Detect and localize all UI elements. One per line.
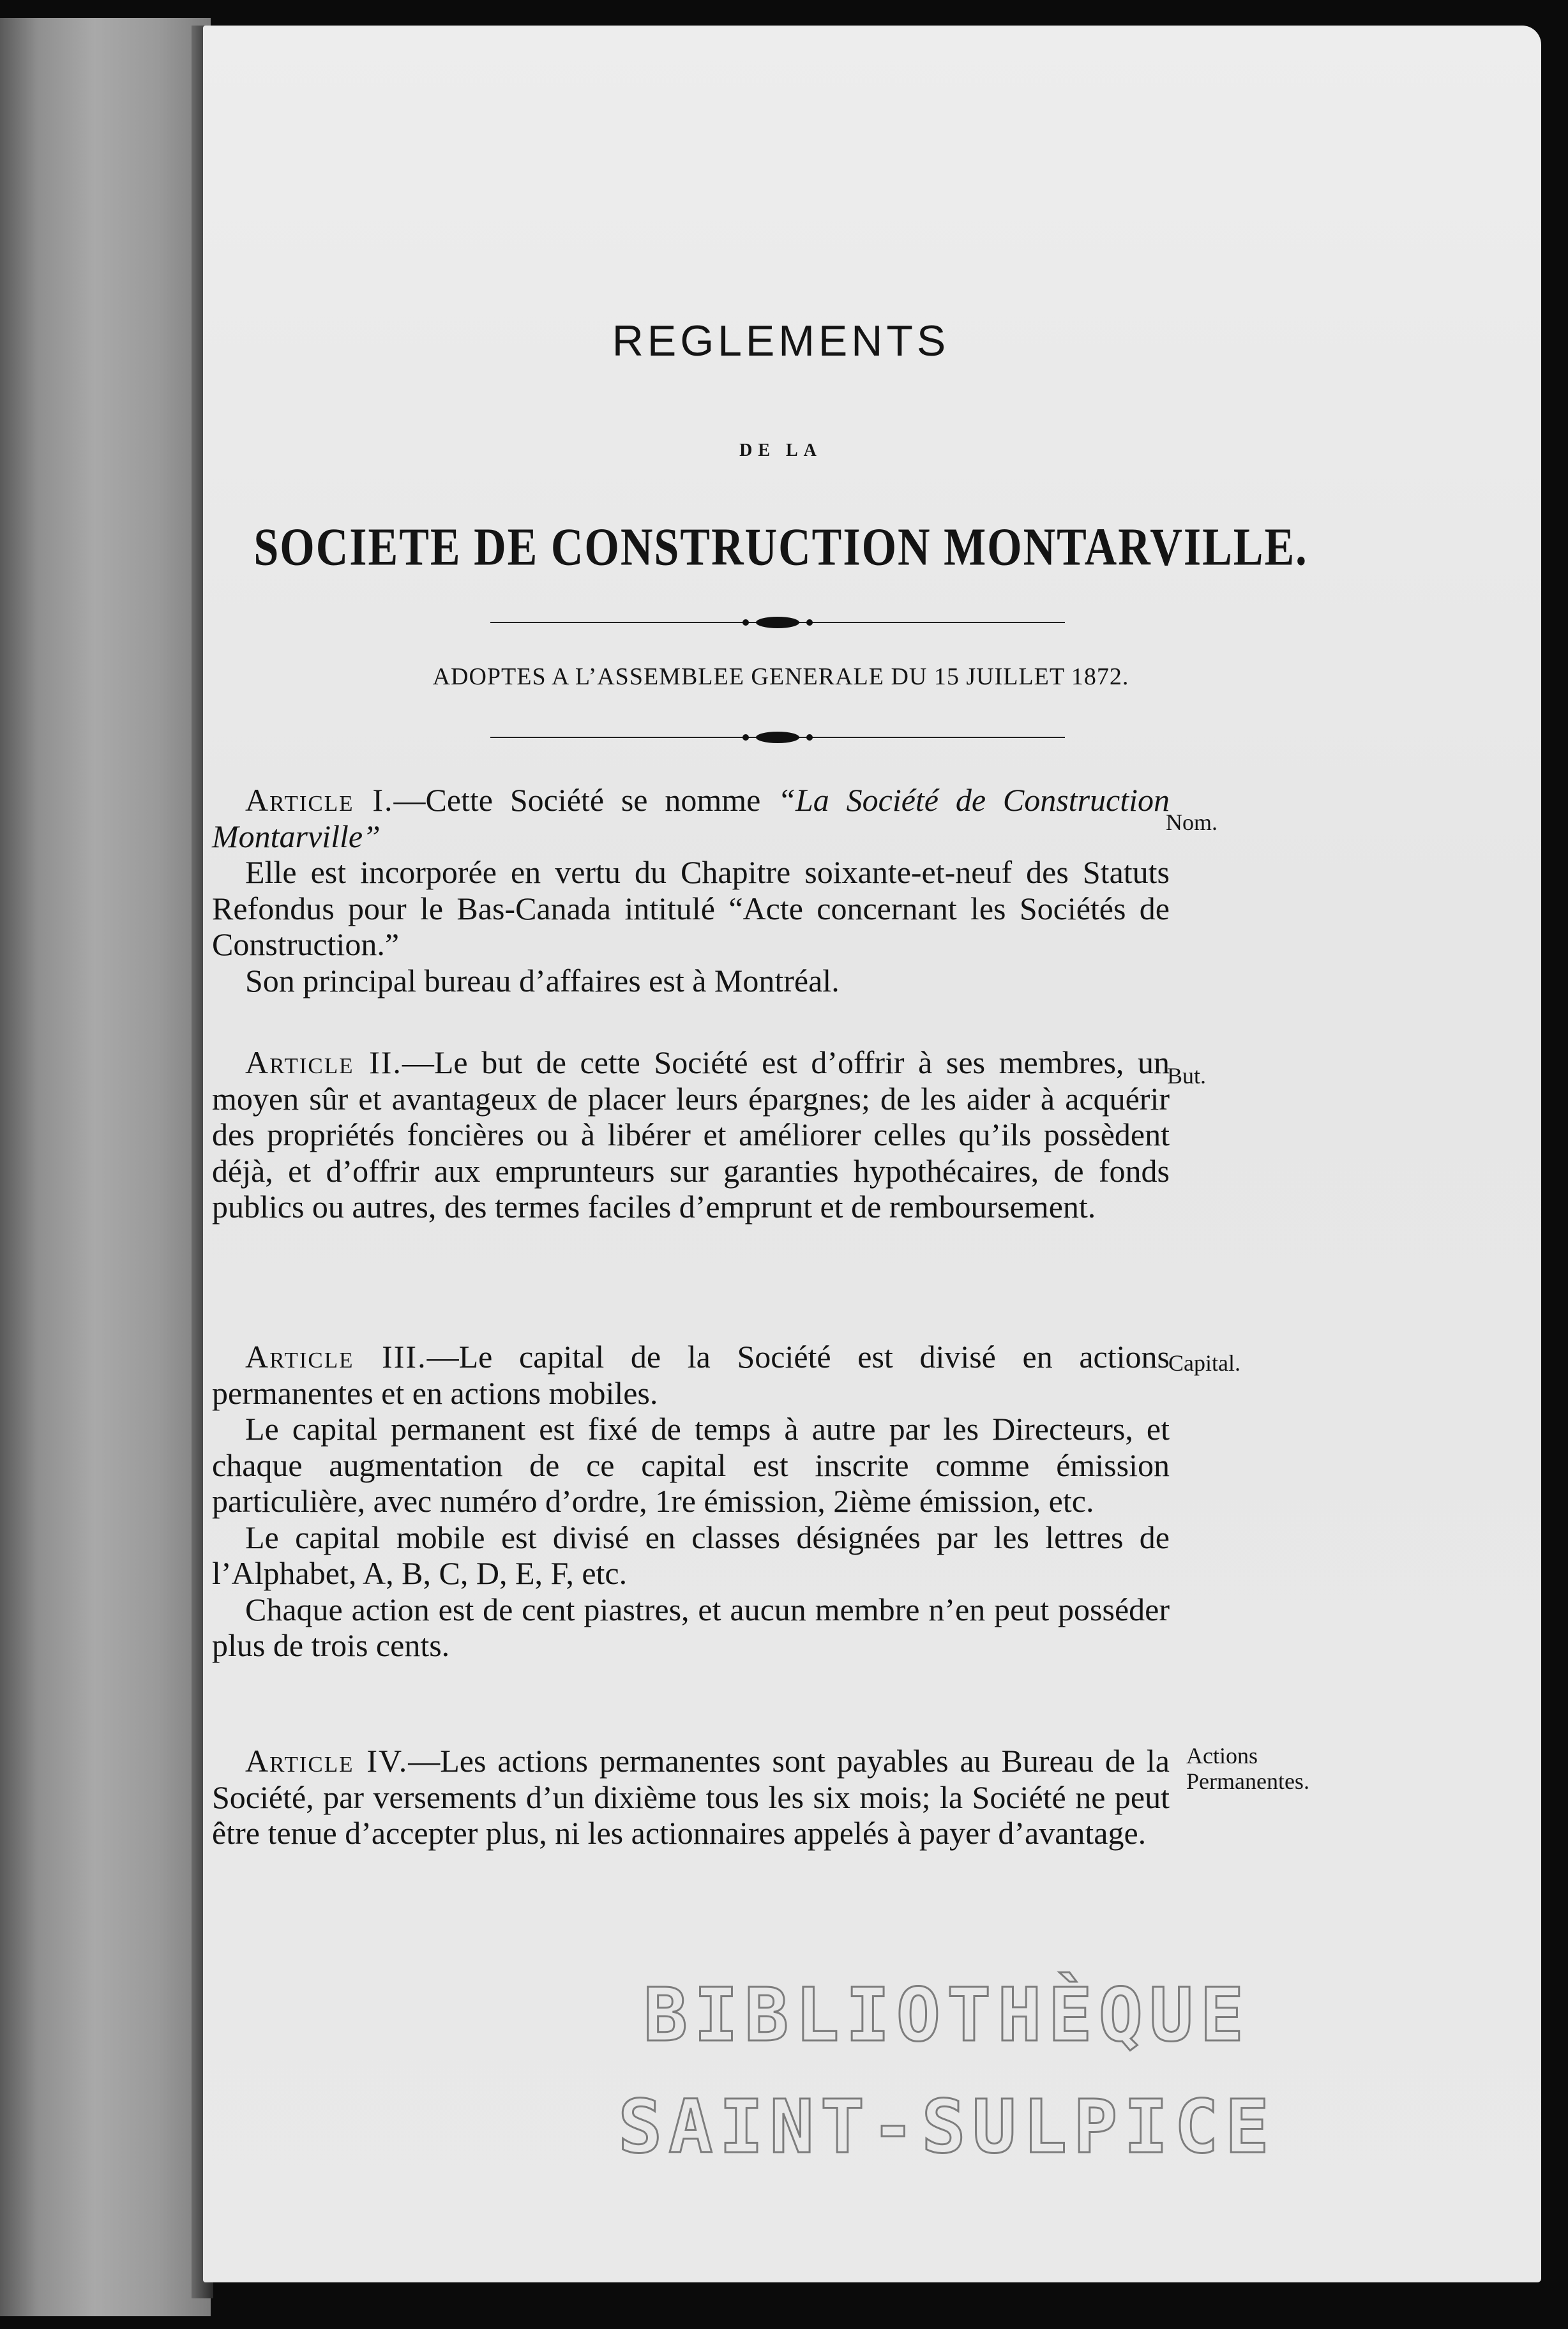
article-2-text: —Le but de cette Société est d’offrir à ses membres, un moyen sûr et avantageux de placer leurs épargnes; de les aider à acquérir des propriétés foncières ou à libérer et améliorer celles qu’ils possèdent déjà, et d’offrir aux emprunteurs sur garanties hypothécaires, de fonds publics ou autres, des termes faciles d’emprunt et de remboursement.: [212, 1044, 1170, 1225]
article-4-label: Article IV.: [245, 1743, 409, 1779]
ornament-divider-bottom: [490, 728, 1065, 747]
ornament-divider-top: [490, 613, 1065, 632]
article-3-paragraph-1: —Le capital de la Société est divisé en actions permanentes et en actions mobiles.: [212, 1339, 1170, 1411]
document-title: REGLEMENTS: [612, 317, 950, 365]
article-3-paragraph-2: Le capital permanent est fixé de temps à autre par les Directeurs, et chaque augmentation de ce capital est inscrite comme émission particulière, avec numéro d’ordre, 1re émission, 2ième émission, etc.: [212, 1411, 1170, 1519]
society-name: SOCIETE DE CONSTRUCTION MONTARVILLE.: [253, 518, 1308, 577]
library-stamp-line-2: SAINT-SULPICE: [617, 2084, 1276, 2170]
margin-note-but: But.: [1167, 1063, 1207, 1089]
article-1-paragraph-3: Son principal bureau d’affaires est à Montréal.: [245, 962, 840, 999]
article-1-label: Article I.: [245, 782, 394, 818]
article-1: [212, 782, 1170, 999]
article-3-paragraph-3: Le capital mobile est divisé en classes désignées par les lettres de l’Alphabet, A, B, C, D, E, F, etc.: [212, 1519, 1170, 1591]
title-connector: DE LA: [739, 441, 822, 460]
article-2: [212, 1044, 1170, 1225]
margin-note-actions-permanentes: Actions Permanentes.: [1186, 1743, 1309, 1794]
article-1-society-name: “La Société de Construction Montarville”: [212, 782, 1170, 854]
article-1-intro: —Cette Société se nomme: [393, 782, 778, 818]
article-1-paragraph-2: Elle est incorporée en vertu du Chapitre soixante-et-neuf des Statuts Refondus pour le Bas-Canada intitulé “Acte concernant les Sociétés de Construction.”: [212, 854, 1170, 962]
article-3: [212, 1339, 1170, 1664]
article-4-text: —Les actions permanentes sont payables au Bureau de la Société, par versements d’un dixième tous les six mois; la Société ne peut être tenue d’accepter plus, ni les actionnaires appelés à payer d’avantage.: [212, 1743, 1170, 1851]
article-2-label: Article II.: [245, 1044, 402, 1080]
library-stamp-line-1: BIBLIOTHÈQUE: [643, 1973, 1251, 2058]
article-3-paragraph-4: Chaque action est de cent piastres, et aucun membre n’en peut posséder plus de trois cents.: [212, 1591, 1170, 1663]
adoption-date-line: ADOPTES A L’ASSEMBLEE GENERALE DU 15 JUILLET 1872.: [432, 663, 1129, 690]
margin-note-nom: Nom.: [1166, 810, 1217, 835]
margin-note-capital: Capital.: [1168, 1350, 1240, 1376]
document-page: [203, 26, 1541, 2282]
article-4: [212, 1743, 1170, 1851]
article-3-label: Article III.: [245, 1339, 427, 1375]
book-binding: [0, 18, 211, 2316]
